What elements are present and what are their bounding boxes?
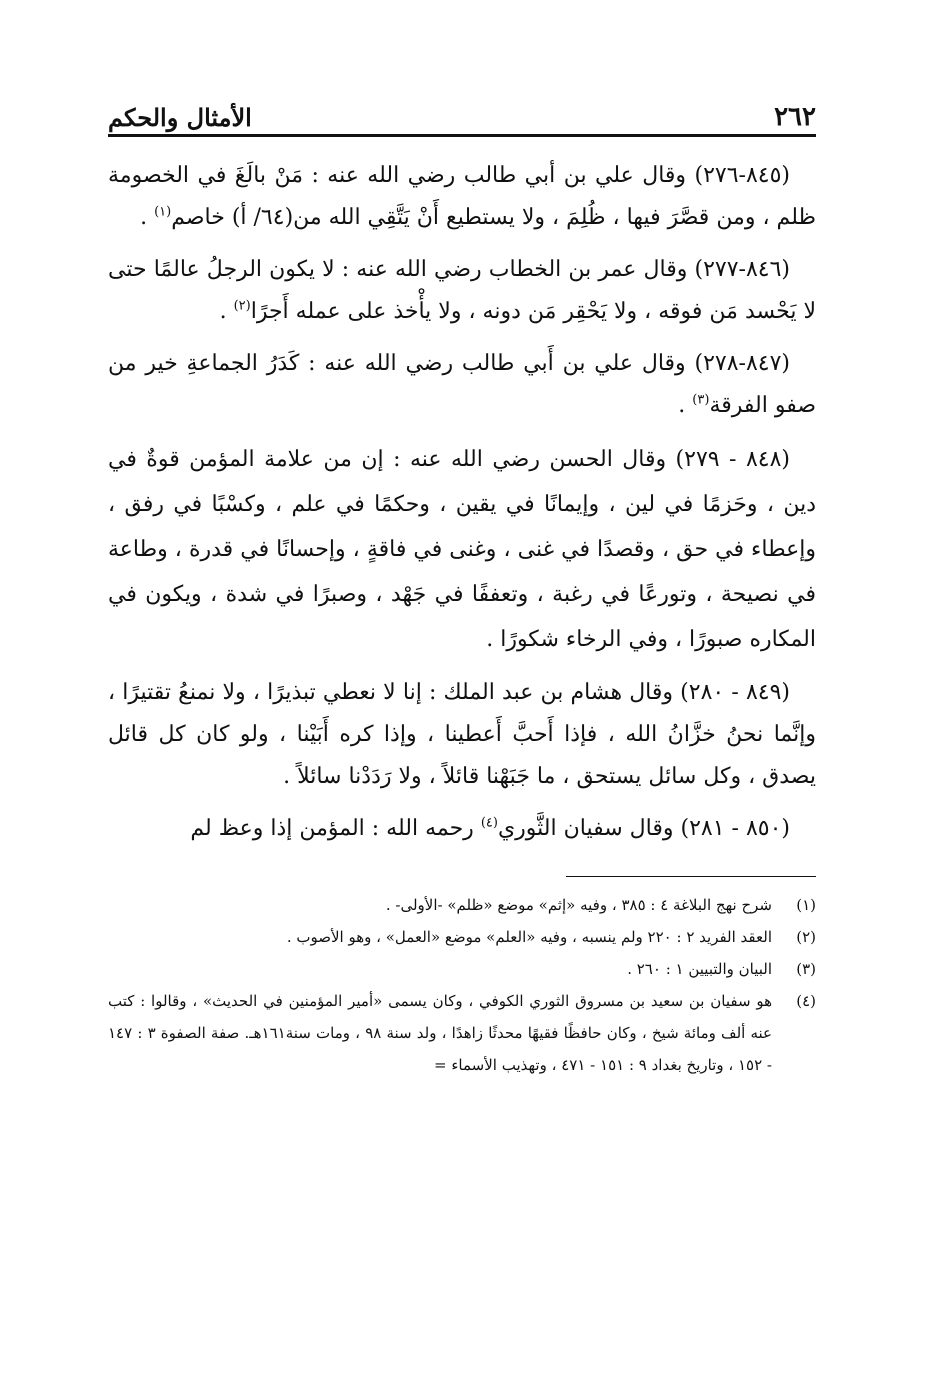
- saying-text: (٨٥٠ - ٢٨١) وقال سفيان الثَّوري: [497, 816, 790, 841]
- footnote-ref: (٢): [233, 298, 251, 314]
- footnote-text: البيان والتبيين ١ : ٢٦٠ .: [627, 960, 772, 978]
- footnote-number: (٤): [796, 992, 816, 1010]
- saying-text: (٨٤٩ - ٢٨٠) وقال هشام بن عبد الملك : إنا لا نعطي تبذيرًا ، ولا نمنعُ تقتيرًا ، وإنَّما نحنُ خزَّانُ الله ، فإذا أَحبَّ أَعطينا ، وإذا كره أَبَيْنا ، ولو كان كل قائل يصدق ، وكل سائل يستحق ، ما جَبَهْنا قائلاً ، ولا رَدَدْنا سائلاً .: [108, 680, 816, 789]
- saying-paragraph: [108, 249, 816, 333]
- footnote-text: العقد الفريد ٢ : ٢٢٠ ولم ينسبه ، وفيه «العلم» موضع «العمل» ، وهو الأصوب .: [286, 928, 772, 946]
- saying-end: .: [219, 299, 234, 324]
- footnote-text: هو سفيان بن سعيد بن مسروق الثوري الكوفي ، وكان يسمى «أمير المؤمنين في الحديث» ، وقالوا : كتب عنه ألف ومائة شيخ ، وكان حافظًا فقيهًا محدثًا زاهدًا ، ولد سنة ٩٨ ، ومات سنة١٦١هـ. صفة الصفوة ٣ : ١٤٧ - ١٥٢ ، وتاريخ بغداد ٩ : ١٥١ - ٤٧١ ، وتهذيب الأسماء =: [108, 992, 772, 1074]
- page-header: [108, 90, 816, 137]
- saying-paragraph: [108, 155, 816, 239]
- saying-text: (٨٤٥-٢٧٦) وقال علي بن أبي طالب رضي الله عنه : مَنْ بالَغَ في الخصومة ظلم ، ومن قصَّرَ فيها ، ظُلِمَ ، ولا يستطيع أَنْ يَتَّقِي الله من(٦٤/ أ) خاصم: [108, 163, 816, 230]
- footnote: [108, 985, 816, 1081]
- saying-text: (٨٤٧-٢٧٨) وقال علي بن أَبي طالب رضي الله عنه : كَدَرُ الجماعةِ خير من صفو الفرقة: [108, 351, 816, 418]
- saying-end: .: [140, 205, 155, 230]
- saying-paragraph: [108, 672, 816, 798]
- body-text: [108, 155, 816, 850]
- saying-paragraph: [108, 808, 816, 850]
- page-number: ٢٦٢: [774, 102, 816, 132]
- saying-paragraph: [108, 343, 816, 427]
- footnote-number: (٣): [796, 960, 816, 978]
- saying-end: رحمه الله : المؤمن إذا وعظ لم: [190, 816, 481, 841]
- footnote-ref: (٤): [480, 815, 498, 831]
- footnote-number: (١): [796, 896, 816, 914]
- footnote: [108, 953, 816, 985]
- book-page: [108, 90, 816, 1081]
- saying-paragraph: [108, 437, 816, 662]
- saying-end: .: [678, 393, 693, 418]
- footnote: [108, 921, 816, 953]
- footnote-ref: (١): [154, 204, 172, 220]
- footnote-number: (٢): [796, 928, 816, 946]
- footnote: [108, 889, 816, 921]
- running-title: الأمثال والحكم: [108, 103, 252, 132]
- footnote-divider: [566, 876, 816, 877]
- footnote-ref: (٣): [692, 392, 710, 408]
- saying-text: (٨٤٦-٢٧٧) وقال عمر بن الخطاب رضي الله عنه : لا يكون الرجلُ عالمًا حتى لا يَحْسد مَن فوقه ، ولا يَحْقِر مَن دونه ، ولا يأْخذ على عمله أَجرًا: [108, 257, 816, 324]
- footnote-text: شرح نهج البلاغة ٤ : ٣٨٥ ، وفيه «إثم» موضع «ظلم» -الأولى- .: [385, 896, 772, 914]
- saying-text: (٨٤٨ - ٢٧٩) وقال الحسن رضي الله عنه : إن من علامة المؤمن قوةٌ في دين ، وحَزمًا في لين ، وإيمانًا في يقين ، وحكمًا في علم ، وكسْبًا في رفق ، وإعطاء في حق ، وقصدًا في غنى ، وغنى في فاقةٍ ، وإحسانًا في قدرة ، وطاعة في نصيحة ، وتورعًا في رغبة ، وتعففًا في جَهْد ، وصبرًا في شدة ، ويكون في المكاره صبورًا ، وفي الرخاء شكورًا .: [108, 447, 816, 652]
- footnotes: [108, 889, 816, 1081]
